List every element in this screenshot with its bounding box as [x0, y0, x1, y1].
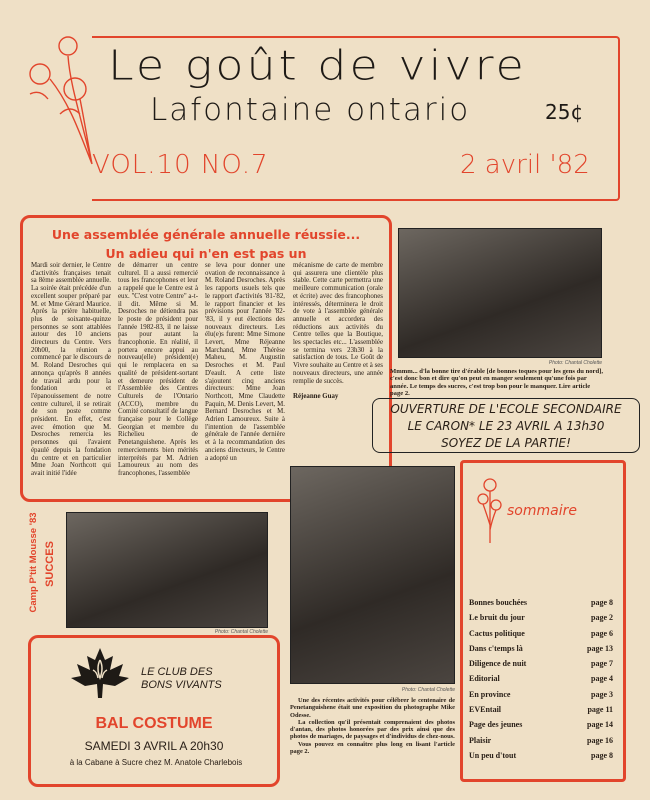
photo-caption: [290, 697, 455, 755]
toc-item[interactable]: [463, 690, 623, 705]
photo-credit: Photo: Chantal Cholette: [548, 360, 602, 366]
toc-item-page: page 8: [591, 750, 613, 760]
club-name-line: BONS VIVANTS: [141, 679, 222, 691]
costume-ball-ad: [28, 635, 280, 787]
toc-item-page: page 7: [591, 659, 613, 669]
masthead-title: Le goût de vivre: [108, 40, 527, 90]
notice-line: LE CARON* LE 23 AVRIL A 13h30: [407, 419, 605, 433]
toc-item-label: Plaisir: [469, 735, 492, 745]
photo-credit: Photo: Chantal Cholette: [214, 629, 268, 635]
article-column: se leva pour donner une ovation de reconnaissance à M. Roland Desroches. Après les rapports usuels tels que le rapport d'activités '81-'82, le rapport financier et les prévisions pour l'année '82-'83, il y eut élections des nouveaux directeurs. Les élu(e)s furent: Mme Simone Levert, Mme Réjeanne Marchand, Mme Thérèse Maheu, M. Augustin Desroches et M. Paul D'eault. A cette liste s'ajoutent cinq anciens directeurs: Mme Joan Northcott, Mme Claudette Paquin, M. Denis Levert, M. Bernard Desroches et M. Adrien Lamoureux. Suite à l'intention de l'assemblée générale de l'année dernière et à la recommandation des anciens directeurs, le Centre a adopté un: [205, 262, 285, 462]
toc-item-label: Editorial: [469, 674, 500, 684]
toc-item-label: Page des jeunes: [469, 720, 523, 730]
article-subheadline: Un adieu qui n'en est pas un: [105, 246, 307, 261]
article-author: Réjeanne Guay: [293, 392, 339, 400]
caption-paragraph: Une des récentes activités pour célébrer le centenaire de Penetanguishene était une exposition du photographe Mike Odesse.: [290, 697, 455, 719]
photography-exhibit-photo: [290, 466, 455, 684]
club-name-line: LE CLUB DES: [141, 666, 213, 678]
toc-item[interactable]: [463, 598, 623, 613]
article-column-text: mécanisme de carte de membre qui assurera une clientèle plus stable. Cette carte permettra une meilleure communication (orale et écrite) avec des francophones intéressés, déterminera le droit de vote à l'assemblée générale annuelle et accordera des réductions aux activités du Centre telles que la Boutique, les spectacles etc... L'assemblée se termina vers 23h30 à la satisfaction de tous. Le Goût de Vivre souhaite au Centre et à ses nouveaux directeurs, une année remplie de succès.: [293, 262, 383, 385]
toc-item[interactable]: [463, 629, 623, 644]
toc-item-page: page 8: [591, 598, 613, 607]
toc-item-label: Dans c'temps là: [469, 643, 523, 653]
toc-item-page: page 14: [587, 720, 613, 730]
toc-item[interactable]: [463, 720, 623, 735]
toc-item-page: page 2: [591, 613, 613, 623]
toc-list: [463, 598, 623, 766]
table-of-contents: [460, 460, 626, 782]
lead-article: [20, 215, 392, 502]
toc-item[interactable]: [463, 705, 623, 720]
photo-caption: Mmmm... d'la bonne tire d'érable [de bonnes toques pour les gens du nord], c'est donc bon et dire qu'on peut en manger seulement qu'une fois par année. Le temps des sucres, c'est trop bon pour le manquer. Lire article page 2.: [390, 368, 603, 398]
notice-line: OUVERTURE DE L'ECOLE SECONDAIRE: [390, 402, 622, 416]
caption-paragraph: La collection qu'il présentait comprenaient des photos d'antan, des photos honorées par des prix ainsi que des photos de mariages, de paysages et d'individus de chez-nous.: [290, 718, 455, 741]
flower-ornament-icon: [20, 34, 100, 174]
issue-date: 2 avril '82: [460, 150, 590, 180]
toc-item[interactable]: [463, 736, 623, 751]
masthead-subtitle: Lafontaine ontario: [150, 92, 471, 128]
toc-item[interactable]: [463, 751, 623, 766]
ball-title: BAL COSTUME: [95, 715, 213, 732]
toc-item-page: page 16: [587, 735, 613, 745]
toc-item-label: Diligence de nuit: [469, 659, 527, 669]
ball-date: SAMEDI 3 AVRIL A 20h30: [84, 739, 224, 753]
camp-label: Camp P'tit Mousse '83: [28, 512, 39, 613]
toc-item[interactable]: [463, 674, 623, 689]
flower-ornament-icon: [477, 475, 503, 545]
toc-item[interactable]: [463, 613, 623, 628]
notice-line: SOYEZ DE LA PARTIE!: [441, 436, 571, 450]
toc-item-page: page 11: [587, 705, 613, 715]
school-opening-notice: [372, 398, 640, 453]
article-column: [293, 262, 383, 401]
toc-item-label: Cactus politique: [469, 628, 525, 638]
camp-photo: [66, 512, 268, 628]
article-column: Mardi soir dernier, le Centre d'activités françaises tenait sa 8ème assemblée annuelle. La soirée était précédée d'un excellent souper préparé par M. et Mme Gérard Maurice. Après la prière habituelle, plus de soixante-quinze personnes se sont attablées autour des 10 anciens directeurs du Centre. Vers 20h00, la réunion a commencé par le discours de M. Roland Desroches qui annonça qu'après 8 années de travail ardu pour la fondation et l'épanouissement de notre centre culturel, il se retirait de son poste comme président. En effet, c'est avec émotion que M. Desroches remercia les personnes qui l'avaient épaulé depuis la fondation du centre et en particulier Mme Joan Northcott qui avait initié l'idée: [31, 262, 111, 477]
volume-number: VOL.10 NO.7: [92, 150, 269, 180]
article-headline: Une assemblée générale annuelle réussie...: [51, 227, 361, 242]
maple-taffy-photo: [398, 228, 602, 358]
toc-item-label: Le bruit du jour: [469, 613, 525, 623]
toc-item[interactable]: [463, 659, 623, 674]
caption-paragraph: Vous pouvez en connaître plus long en lisant l'article page 2.: [290, 740, 455, 756]
toc-item-label: Bonnes bouchées: [469, 598, 528, 607]
toc-item-page: page 6: [591, 628, 613, 638]
price: 25¢: [545, 100, 584, 124]
toc-title: sommaire: [507, 503, 577, 519]
toc-item-label: Un peu d'tout: [469, 750, 517, 760]
toc-item-label: EVEntail: [469, 705, 502, 715]
maple-leaf-fleur-de-lis-icon: [71, 648, 129, 698]
article-column: de démarrer un centre culturel. Il a aussi remercié tous les francophones et leur a rappelé que le Centre est à eux. "C'est votre Centre" a-t-il dit. Même si M. Desroches ne détiendra pas le poste de président pour l'année 1982-83, il ne laisse pas pour autant la francophonie. En réalité, il portera encore appui au nouveau(elle) président(e) qui le remplacera en sa qualité de président-sortant et demeure président de l'Assemblée des Centres Culturels de l'Ontario (ACCO), membre du Comité consultatif de langue française pour le Collège Georgian et membre du Richelieu de Penetanguishene. Après les remerciements bien mérités interprétés par M. Adrien Lamoureux au nom des francophones, l'assemblée: [118, 262, 198, 477]
photo-credit: Photo: Chantal Cholette: [401, 687, 455, 693]
camp-success-label: SUCCES: [44, 541, 56, 587]
toc-item-page: page 3: [591, 689, 613, 699]
toc-item[interactable]: [463, 644, 623, 659]
ball-location: à la Cabane à Sucre chez M. Anatole Charlebois: [69, 758, 243, 767]
toc-item-page: page 4: [591, 674, 613, 684]
toc-item-page: page 13: [587, 643, 613, 653]
toc-item-label: En province: [469, 689, 511, 699]
